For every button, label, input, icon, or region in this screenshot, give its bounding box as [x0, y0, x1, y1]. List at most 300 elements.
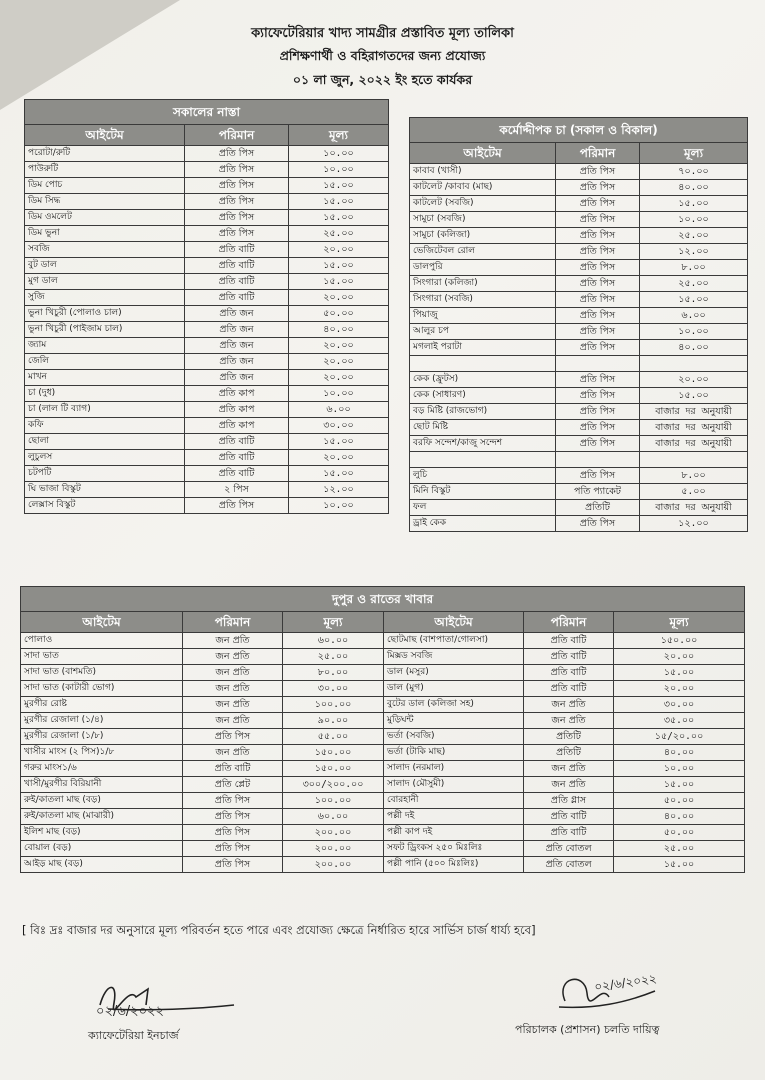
table-row	[410, 452, 748, 468]
table-row	[21, 745, 745, 761]
table-row	[410, 388, 748, 404]
item-name: ডাল (মুগ)	[384, 681, 524, 697]
item-price: ১০.০০	[614, 761, 745, 777]
item-name: সিংগারা (সবজি)	[410, 292, 556, 308]
item-name: মুগ ডাল	[25, 274, 185, 290]
snacks-table	[409, 117, 748, 532]
item-price: ৩৫.০০	[614, 713, 745, 729]
item-price: ২৫.০০	[640, 276, 748, 292]
item-quantity: প্রতি বাটি	[524, 633, 614, 649]
item-price: ২৫.০০	[640, 228, 748, 244]
item-name: কেক (ফ্রুটস)	[410, 372, 556, 388]
item-quantity: জন প্রতি	[183, 633, 283, 649]
item-price: ৯০.০০	[283, 713, 384, 729]
item-price: বাজার দর অনুযায়ী	[640, 404, 748, 420]
item-name: কাটলেট /কাবাব (মাছ)	[410, 180, 556, 196]
item-quantity: প্রতি পিস	[185, 162, 289, 178]
item-quantity: প্রতি পিস	[556, 340, 640, 356]
item-quantity: প্রতি পিস	[556, 260, 640, 276]
effective-date: ০১ লা জুন, ২০২২ ইং হতে কার্যকর	[292, 72, 473, 87]
table-row	[410, 324, 748, 340]
item-name: ডালপুরি	[410, 260, 556, 276]
item-name: সফট ড্রিংকস ২৫০ মিঃলিঃ	[384, 841, 524, 857]
item-name: ভুনা খিচুরী (পাইজাম চাল)	[25, 322, 185, 338]
item-name: মুরগীর রোষ্ট	[21, 697, 183, 713]
item-price: ২০০.০০	[283, 857, 384, 873]
item-quantity: প্রতিটি	[524, 745, 614, 761]
signature-left-caption: ক্যাফেটেরিয়া ইনচার্জ	[88, 1029, 179, 1042]
page-subtitle: প্রশিক্ষণার্থী ও বহিরাগতদের জন্য প্রযোজ্য	[279, 48, 486, 63]
item-price: ২০.০০	[614, 681, 745, 697]
item-price: ১০.০০	[289, 162, 389, 178]
item-name: বড় মিষ্টি (রাজভোগ)	[410, 404, 556, 420]
signature-left-date: ০২/৬/২০২২	[96, 1004, 164, 1019]
item-quantity: প্রতি বাটি	[524, 665, 614, 681]
item-quantity: প্রতি পিস	[556, 196, 640, 212]
item-quantity: প্রতি পিস	[183, 825, 283, 841]
item-name: সুজি	[25, 290, 185, 306]
item-price: বাজার দর অনুযায়ী	[640, 436, 748, 452]
item-quantity: প্রতিটি	[556, 500, 640, 516]
item-price: ৫৫.০০	[283, 729, 384, 745]
table-row	[25, 178, 389, 194]
table-row	[25, 338, 389, 354]
item-quantity: প্রতি পিস	[183, 729, 283, 745]
item-price: ১৫.০০	[614, 665, 745, 681]
item-quantity: প্রতি পিস	[556, 292, 640, 308]
table-row	[410, 468, 748, 484]
col-price: মূল্য	[289, 125, 389, 146]
breakfast-table	[24, 99, 389, 514]
item-quantity: প্রতি কাপ	[185, 418, 289, 434]
col-price: মূল্য	[640, 143, 748, 164]
item-quantity: প্রতি পিস	[185, 210, 289, 226]
item-quantity: জন প্রতি	[183, 665, 283, 681]
item-quantity: প্রতি প্লেট	[183, 777, 283, 793]
item-quantity: জন প্রতি	[524, 761, 614, 777]
item-name: ঘি ভাজা বিস্কুট	[25, 482, 185, 498]
item-quantity: প্রতি পিস	[556, 164, 640, 180]
item-name: ড্রাই কেক	[410, 516, 556, 532]
item-price: ১০.০০	[640, 324, 748, 340]
table-row	[21, 841, 745, 857]
item-price: ২০.০০	[289, 290, 389, 306]
item-price: ১৫.০০	[640, 196, 748, 212]
item-name: ভেজিটেবল রোল	[410, 244, 556, 260]
item-quantity: প্রতি বাটি	[185, 274, 289, 290]
item-name: জেলি	[25, 354, 185, 370]
table-row	[25, 450, 389, 466]
item-quantity: প্রতি পিস	[185, 226, 289, 242]
item-quantity: প্রতি বাটি	[185, 242, 289, 258]
item-quantity: প্রতি কাপ	[185, 402, 289, 418]
table-row	[21, 729, 745, 745]
table-row	[21, 825, 745, 841]
signature-left	[88, 975, 238, 1046]
item-price: ১৫.০০	[289, 210, 389, 226]
signature-right	[515, 967, 705, 1040]
table-row	[25, 322, 389, 338]
item-quantity: প্রতি কাপ	[185, 386, 289, 402]
item-price: ১০.০০	[289, 498, 389, 514]
item-price: ৩০.০০	[283, 681, 384, 697]
table-row	[410, 372, 748, 388]
item-quantity: প্রতি পিস	[556, 308, 640, 324]
item-price: ১০.০০	[289, 146, 389, 162]
item-price: ৩০০/২০০.০০	[283, 777, 384, 793]
item-price: ৫.০০	[640, 484, 748, 500]
item-quantity: প্রতি জন	[185, 338, 289, 354]
col-item: আইটেম	[21, 612, 183, 633]
item-name: গরুর মাংস১/৬	[21, 761, 183, 777]
table-row	[25, 306, 389, 322]
item-price: ১৫.০০	[289, 434, 389, 450]
item-price: ২০.০০	[289, 338, 389, 354]
table-row	[25, 242, 389, 258]
col-qty: পরিমান	[524, 612, 614, 633]
table-row	[410, 484, 748, 500]
item-name: সিংগারা (কলিজা)	[410, 276, 556, 292]
item-name: চা (দুধ)	[25, 386, 185, 402]
item-name: চা (লাল টি ব্যাগ)	[25, 402, 185, 418]
item-price: ২৫.০০	[283, 649, 384, 665]
table-row	[25, 274, 389, 290]
table-row	[21, 649, 745, 665]
item-price: ১০.০০	[289, 386, 389, 402]
item-name: কাটলেট (সবজি)	[410, 196, 556, 212]
table-row	[25, 386, 389, 402]
signature-right-date: ০২/৬/২০২২	[593, 971, 658, 994]
item-quantity: প্রতি পিস	[185, 498, 289, 514]
table-row	[25, 226, 389, 242]
item-price: ১৫.০০	[640, 388, 748, 404]
table-row	[21, 793, 745, 809]
item-price: ১০০.০০	[283, 793, 384, 809]
item-name: জ্যাম	[25, 338, 185, 354]
table-row	[25, 290, 389, 306]
item-quantity: প্রতি পিস	[183, 857, 283, 873]
item-price	[640, 356, 748, 372]
item-name: পিয়াজু	[410, 308, 556, 324]
item-price: ৬০.০০	[283, 633, 384, 649]
item-price: ২৫.০০	[614, 841, 745, 857]
item-name: পল্লী কাপ দই	[384, 825, 524, 841]
item-quantity: প্রতি পিস	[556, 276, 640, 292]
item-quantity: প্রতি পিস	[183, 793, 283, 809]
item-price: ৬.০০	[640, 308, 748, 324]
item-price: ২০০.০০	[283, 841, 384, 857]
item-price: ১৫.০০	[614, 857, 745, 873]
item-price: ২৫.০০	[289, 226, 389, 242]
table-row	[25, 434, 389, 450]
col-price: মূল্য	[283, 612, 384, 633]
item-price: ৪০.০০	[614, 745, 745, 761]
item-price: ৪০.০০	[640, 340, 748, 356]
item-quantity: প্রতি জন	[185, 354, 289, 370]
item-name: ফল	[410, 500, 556, 516]
table-row	[21, 777, 745, 793]
item-price	[640, 452, 748, 468]
item-name: বোয়াল (বড়)	[21, 841, 183, 857]
item-price: ১৫/২০.০০	[614, 729, 745, 745]
item-price: ৬.০০	[289, 402, 389, 418]
item-price: ১০.০০	[640, 212, 748, 228]
item-name: ছোট মিষ্টি	[410, 420, 556, 436]
item-name: পাউরুটি	[25, 162, 185, 178]
item-quantity: প্রতি পিস	[185, 194, 289, 210]
item-price: ১৫.০০	[640, 292, 748, 308]
table-row	[21, 857, 745, 873]
item-name: পোলাও	[21, 633, 183, 649]
table-row	[410, 196, 748, 212]
table-row	[410, 308, 748, 324]
table-row	[21, 761, 745, 777]
item-quantity: প্রতি বাটি	[524, 649, 614, 665]
item-name: রুই/কাতলা মাছ (মাঝারী)	[21, 809, 183, 825]
item-quantity: প্রতি বাটি	[524, 681, 614, 697]
item-name: লেক্সাস বিস্কুট	[25, 498, 185, 514]
breakfast-title: সকালের নাস্তা	[25, 100, 389, 125]
item-price: ২০.০০	[289, 354, 389, 370]
item-quantity: প্রতি জন	[185, 322, 289, 338]
item-name: ইলিশ মাছ (বড়)	[21, 825, 183, 841]
table-row	[25, 418, 389, 434]
item-price: ১২.০০	[640, 516, 748, 532]
item-quantity: প্রতি পিস	[183, 841, 283, 857]
table-row	[21, 713, 745, 729]
item-quantity: প্রতি পিস	[556, 324, 640, 340]
table-row	[25, 466, 389, 482]
item-name: পরোটা/রুটি	[25, 146, 185, 162]
col-qty: পরিমান	[556, 143, 640, 164]
item-name: মিক্সড সবজি	[384, 649, 524, 665]
item-name: ভর্তা (টাকি মাছ)	[384, 745, 524, 761]
item-price: ১৫০.০০	[614, 633, 745, 649]
item-name: বুট ডাল	[25, 258, 185, 274]
item-quantity: প্রতি পিস	[556, 212, 640, 228]
table-row	[25, 162, 389, 178]
item-price: ৫০.০০	[614, 825, 745, 841]
item-price: ১২.০০	[640, 244, 748, 260]
table-row	[410, 356, 748, 372]
item-quantity: ২ পিস	[185, 482, 289, 498]
meals-title: দুপুর ও রাতের খাবার	[21, 587, 745, 612]
item-quantity: প্রতি পিস	[556, 404, 640, 420]
item-name: সাদা ভাত (বাশমতি)	[21, 665, 183, 681]
item-quantity: প্রতি বাটি	[185, 290, 289, 306]
table-row	[25, 402, 389, 418]
snacks-title: কর্মোদ্দীপক চা (সকাল ও বিকাল)	[410, 118, 748, 143]
table-row	[410, 276, 748, 292]
item-quantity: প্রতি বোতল	[524, 841, 614, 857]
item-name: ভর্তা (সবজি)	[384, 729, 524, 745]
item-quantity: প্রতি পিস	[556, 372, 640, 388]
table-row	[410, 292, 748, 308]
item-quantity: জন প্রতি	[183, 697, 283, 713]
col-item: আইটেম	[384, 612, 524, 633]
item-name	[410, 356, 556, 372]
item-price: ৪০.০০	[640, 180, 748, 196]
item-name: লুচি	[410, 468, 556, 484]
item-name: কফি	[25, 418, 185, 434]
item-quantity: জন প্রতি	[524, 713, 614, 729]
item-price: ৮.০০	[640, 260, 748, 276]
footnote: [ বিঃ দ্রঃ বাজার দর অনুসারে মূল্য পরিবর্তন হতে পারে এবং প্রযোজ্য ক্ষেত্রে নির্ধারিত হারে সার্ভিস চার্জ ধার্য্য হবে]	[22, 923, 536, 937]
table-row	[25, 194, 389, 210]
col-qty: পরিমান	[183, 612, 283, 633]
table-row	[21, 633, 745, 649]
item-quantity: প্রতি জন	[185, 370, 289, 386]
col-qty: পরিমান	[185, 125, 289, 146]
signature-left-scribble	[88, 975, 238, 1023]
item-quantity: প্রতি পিস	[556, 244, 640, 260]
item-price: ১৫০.০০	[283, 761, 384, 777]
item-name: পল্লী পানি (৫০০ মিঃলিঃ)	[384, 857, 524, 873]
item-quantity: প্রতি বোতল	[524, 857, 614, 873]
item-quantity: প্রতি বাটি	[185, 466, 289, 482]
item-name: বরফি সন্দেশ/কাজু সন্দেশ	[410, 436, 556, 452]
col-price: মূল্য	[614, 612, 745, 633]
item-price: ১৫.০০	[289, 258, 389, 274]
item-quantity: প্রতি বাটি	[185, 434, 289, 450]
table-row	[410, 228, 748, 244]
item-name: ডিম ভুনা	[25, 226, 185, 242]
item-quantity: প্রতি পিস	[556, 228, 640, 244]
item-name: আইড় মাছ (বড়)	[21, 857, 183, 873]
item-price: ৪০.০০	[289, 322, 389, 338]
item-name: সামুচা (সবজি)	[410, 212, 556, 228]
item-price: ৪০.০০	[614, 809, 745, 825]
table-row	[410, 404, 748, 420]
item-price: ২০.০০	[289, 242, 389, 258]
table-row	[410, 260, 748, 276]
item-quantity: জন প্রতি	[524, 697, 614, 713]
item-name: রুই/কাতলা মাছ (বড়)	[21, 793, 183, 809]
table-row	[25, 258, 389, 274]
item-name: ডাল (মসুর)	[384, 665, 524, 681]
item-price: ৭০.০০	[640, 164, 748, 180]
item-price: ৬০.০০	[283, 809, 384, 825]
item-quantity: প্রতি বাটি	[183, 761, 283, 777]
item-quantity	[556, 452, 640, 468]
signature-right-caption: পরিচালক (প্রশাসন) চলতি দায়িত্ব	[515, 1023, 660, 1036]
table-row	[21, 697, 745, 713]
item-quantity: জন প্রতি	[183, 745, 283, 761]
item-price: ৩০.০০	[289, 418, 389, 434]
item-price: ২০.০০	[289, 370, 389, 386]
item-price: ১০০.০০	[283, 697, 384, 713]
item-name: মুরগীর রেজালা (১/৮)	[21, 729, 183, 745]
table-row	[21, 665, 745, 681]
table-row	[410, 164, 748, 180]
item-name: সালাদ (মৌসুমী)	[384, 777, 524, 793]
page-title: ক্যাফেটেরিয়ার খাদ্য সামগ্রীর প্রস্তাবিত মূল্য তালিকা	[251, 26, 514, 41]
item-quantity: প্রতি পিস	[556, 516, 640, 532]
item-name: সবজি	[25, 242, 185, 258]
table-row	[25, 370, 389, 386]
item-price: ৮.০০	[640, 468, 748, 484]
item-price: ৩০.০০	[614, 697, 745, 713]
table-row	[25, 210, 389, 226]
item-quantity: প্রতি পিস	[556, 468, 640, 484]
item-quantity: প্রতি পিস	[185, 146, 289, 162]
table-row	[410, 436, 748, 452]
item-name: ভুনা খিচুরী (পোলাও চাল)	[25, 306, 185, 322]
table-row	[25, 146, 389, 162]
item-quantity: প্রতি জন	[185, 306, 289, 322]
item-price: ২০.০০	[289, 450, 389, 466]
item-name: ছোটমাছ (বাশপাতা/গোলসা)	[384, 633, 524, 649]
item-quantity: জন প্রতি	[183, 713, 283, 729]
item-price: ১৫০.০০	[283, 745, 384, 761]
item-quantity: প্রতি গ্লাস	[524, 793, 614, 809]
meals-table	[20, 586, 745, 873]
item-name: খাসীর মাংস (২ পিস)১/৮	[21, 745, 183, 761]
table-row	[410, 340, 748, 356]
item-name: ছোলা	[25, 434, 185, 450]
item-name: মিনি বিস্কুট	[410, 484, 556, 500]
item-price: ১২.০০	[289, 482, 389, 498]
item-name: ডিম পোচ	[25, 178, 185, 194]
item-name: খাসী/মুরগীর বিরিয়ানী	[21, 777, 183, 793]
item-name: কেক (সাধারণ)	[410, 388, 556, 404]
item-quantity	[556, 356, 640, 372]
item-quantity: জন প্রতি	[183, 681, 283, 697]
item-name: ডিম সিদ্ধ	[25, 194, 185, 210]
item-price: ৮০.০০	[283, 665, 384, 681]
item-name: সাদা ভাত	[21, 649, 183, 665]
item-price: ১৫.০০	[289, 194, 389, 210]
col-item: আইটেম	[25, 125, 185, 146]
item-quantity: পতি প্যাকেট	[556, 484, 640, 500]
table-row	[21, 681, 745, 697]
item-quantity: প্রতি বাটি	[185, 258, 289, 274]
item-quantity: প্রতি বাটি	[185, 450, 289, 466]
item-price: বাজার দর অনুযায়ী	[640, 500, 748, 516]
item-price: ২০০.০০	[283, 825, 384, 841]
item-quantity: প্রতি পিস	[556, 388, 640, 404]
item-name: বুটের ডাল (কলিজা সহ)	[384, 697, 524, 713]
item-name: ডিম ওমলেট	[25, 210, 185, 226]
item-quantity: প্রতি পিস	[185, 178, 289, 194]
table-row	[410, 420, 748, 436]
table-row	[410, 244, 748, 260]
item-name: মাখন	[25, 370, 185, 386]
table-row	[410, 212, 748, 228]
item-price: বাজার দর অনুযায়ী	[640, 420, 748, 436]
item-quantity: প্রতি পিস	[556, 436, 640, 452]
table-row	[25, 498, 389, 514]
item-name	[410, 452, 556, 468]
item-quantity: প্রতি পিস	[183, 809, 283, 825]
table-row	[25, 354, 389, 370]
item-price: ৫০.০০	[289, 306, 389, 322]
table-row	[21, 809, 745, 825]
item-name: লুচুলস	[25, 450, 185, 466]
item-price: ১৫.০০	[614, 777, 745, 793]
table-row	[410, 516, 748, 532]
item-price: ২০.০০	[614, 649, 745, 665]
table-row	[410, 500, 748, 516]
item-name: পল্লী দই	[384, 809, 524, 825]
item-price: ১৫.০০	[289, 466, 389, 482]
item-name: বোরহানী	[384, 793, 524, 809]
item-quantity: প্রতি বাটি	[524, 825, 614, 841]
col-item: আইটেম	[410, 143, 556, 164]
item-price: ২০.০০	[640, 372, 748, 388]
item-price: ১৫.০০	[289, 274, 389, 290]
signature-right-scribble	[515, 967, 705, 1017]
